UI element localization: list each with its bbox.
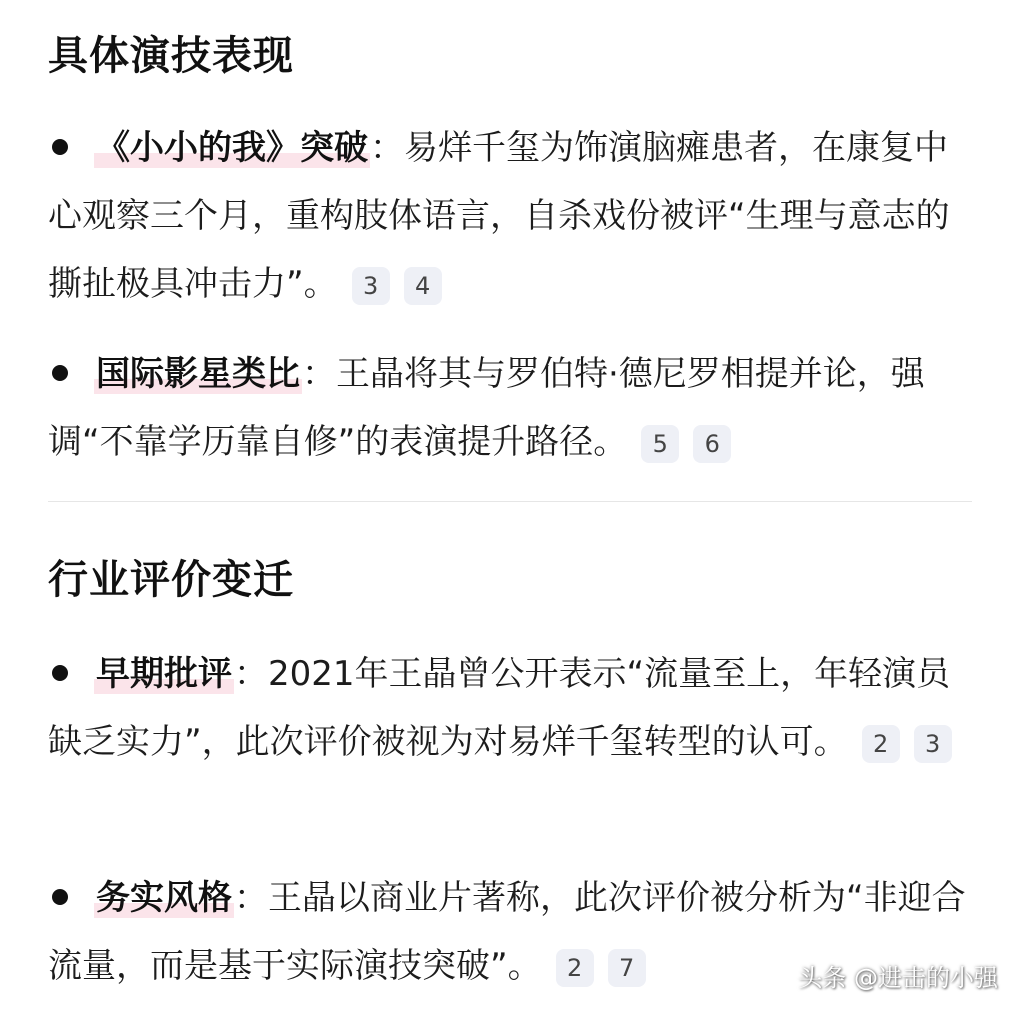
item-keyword: 早期批评 [96,654,232,694]
citation-badge[interactable]: 3 [352,267,390,305]
item-colon: ： [234,654,268,694]
citation-badge[interactable]: 3 [914,725,952,763]
item-text: 王晶以商业片著称，此次评价被分析为“非迎合流量，而是基于实际演技突破”。 [48,878,966,986]
list-item [48,340,978,476]
item-colon: ： [234,878,268,918]
watermark: 头条 @进击的小强 [798,964,998,992]
item-keyword: 国际影星类比 [96,354,300,394]
bullet-icon [52,139,68,155]
item-keyword: 务实风格 [96,878,232,918]
item-colon: ： [370,128,404,168]
citation-badge[interactable]: 7 [608,949,646,987]
bullet-icon [52,365,68,381]
item-text: 2021年王晶曾公开表示“流量至上，年轻演员缺乏实力”，此次评价被视为对易烊千玺转型的认可。 [48,654,951,762]
section-title-acting: 具体演技表现 [48,33,294,79]
section-title-industry: 行业评价变迁 [48,557,294,603]
bullet-icon [52,665,68,681]
list-item [48,114,978,318]
list-item [48,640,978,776]
item-text: 易烊千玺为饰演脑瘫患者，在康复中心观察三个月，重构肢体语言，自杀戏份被评“生理与意志的撕扯极具冲击力”。 [48,128,950,304]
citation-badge[interactable]: 5 [641,425,679,463]
item-colon: ： [302,354,336,394]
citation-badge[interactable]: 2 [556,949,594,987]
section-divider [48,501,972,502]
bullet-icon [52,889,68,905]
citation-badge[interactable]: 4 [404,267,442,305]
citation-badge[interactable]: 2 [862,725,900,763]
citation-badge[interactable]: 6 [693,425,731,463]
item-keyword: 《小小的我》突破 [96,128,368,168]
item-text: 王晶将其与罗伯特·德尼罗相提并论，强调“不靠学历靠自修”的表演提升路径。 [48,354,925,462]
